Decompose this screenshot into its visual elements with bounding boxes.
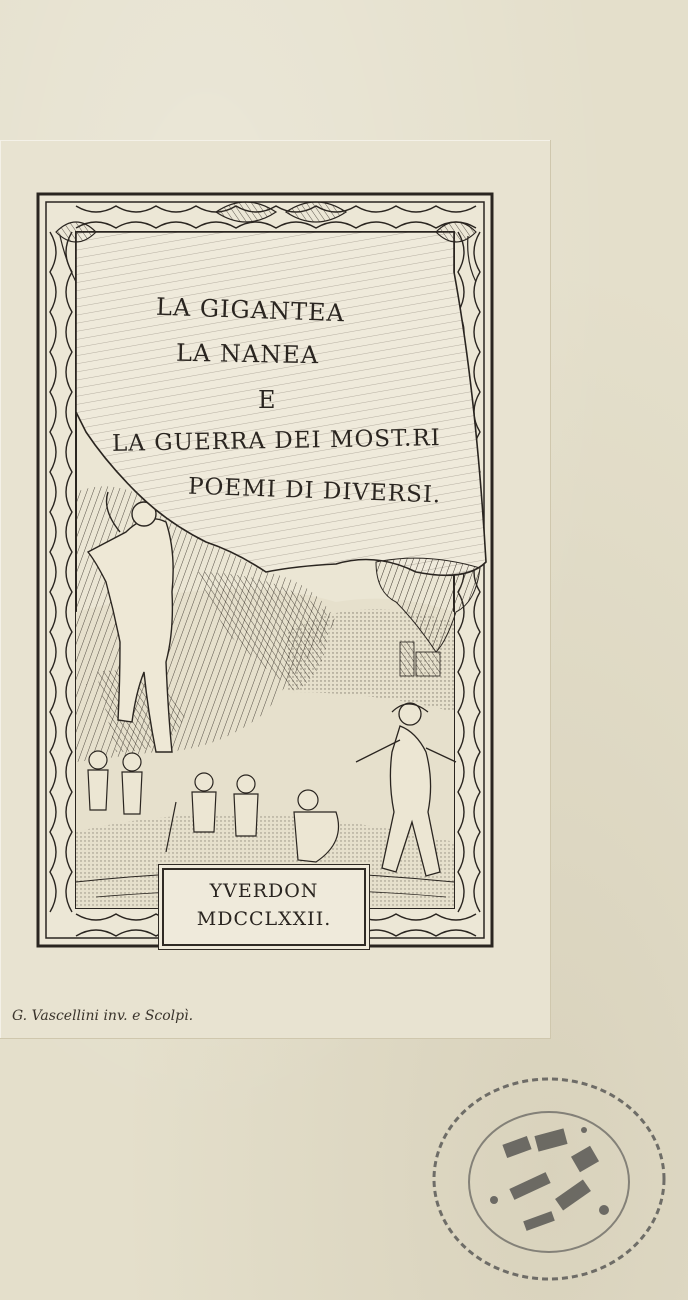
imprint-cartouche	[162, 868, 366, 946]
title-line-3: E	[258, 386, 277, 414]
castle-tower	[400, 642, 414, 676]
title-line-2: LA NANEA	[175, 338, 320, 370]
imprint-place: YVERDON	[209, 880, 319, 902]
imprint-year: MDCCLXXII.	[196, 908, 332, 930]
engraver-signature: G. Vascellini inv. e Scolpì.	[12, 1008, 194, 1024]
title-line-5: POEMI DI DIVERSI.	[187, 473, 442, 509]
library-stamp-icon	[424, 1070, 674, 1288]
title-line-1: LA GIGANTEA	[155, 292, 346, 328]
title-line-4: LA GUERRA DEI MOST.RI	[111, 425, 441, 457]
engraving-art	[36, 192, 494, 948]
engraved-frontispiece	[36, 192, 494, 948]
